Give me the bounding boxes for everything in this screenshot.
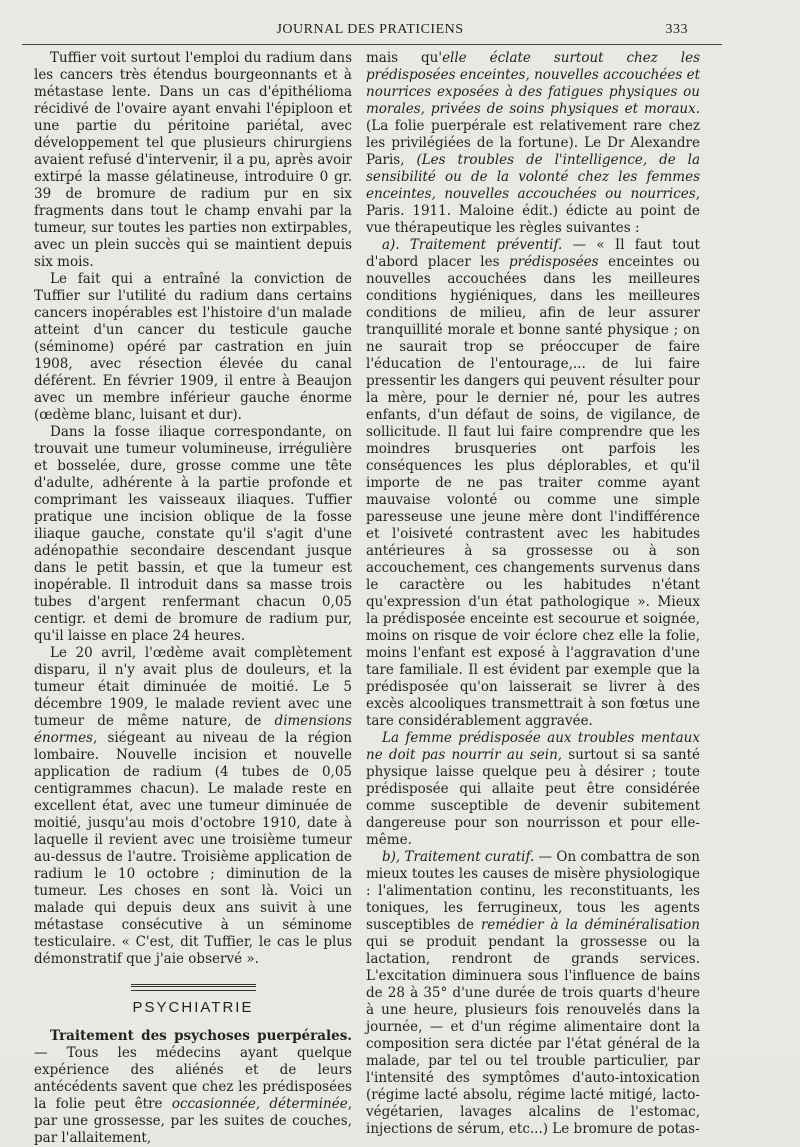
header-rule [22,44,722,45]
journal-title: JOURNAL DES PRATICIENS [276,22,464,37]
paragraph: Traitement des psychoses puerpérales. — Tous les médecins ayant quelque expérience des aliénés et de leurs antécédents savent que chez les prédisposées la folie peut être occasionnée, déterminée, par une grossesse, par les suites de couches, par l'allaitement, [34,1028,352,1146]
article-title: Traitement des psychoses puerpérales. [50,1028,352,1044]
paragraph: Tuffier voit surtout l'emploi du radium dans les cancers très étendus bourgeonnants et à métastase lente. Dans un cas d'épithélioma récidivé de l'ovaire ayant envahi l'épiploon et une partie du péritoine pariétal, avec développement tel que plusieurs chirurgiens avaient refusé d'intervenir, il a pu, après avoir extirpé la masse gélatineuse, introduire 0 gr. 39 de bromure de radium pur en six fragments dans tout le champ envahi par la tumeur, sur toutes les parties non extirpables, avec un plein succès qui se maintient depuis six mois. [34,50,352,270]
paragraph: Dans la fosse iliaque correspondante, on trouvait une tumeur volumineuse, irrégulière et bosselée, dure, grosse comme une tête d'adulte, adhérente à la partie profonde et comprimant les vaisseaux iliaques. Tuffier pratique une incision oblique de la fosse iliaque gauche, constate qu'il s'agit d'une adénopathie secondaire descendant jusque dans le petit bassin, et que la tumeur est inopérable. Il introduit dans sa masse trois tubes d'argent renfermant chacun 0,05 centigr. et demi de bromure de radium pur, qu'il laisse en place 24 heures. [34,424,352,644]
page-number: 333 [665,22,688,37]
paragraph: La femme prédisposée aux troubles mentaux ne doit pas nourrir au sein, surtout si sa santé physique laisse quelque peu à désirer ; toute prédisposée qui allaite peut être considérée comme susceptible de devenir subitement dangereuse pour son nourrisson et pour elle-même. [366,730,700,848]
running-header [0,22,800,42]
section-divider [131,984,256,991]
paragraph: Le 20 avril, l'œdème avait complètement disparu, il n'y avait plus de douleurs, et la tumeur était diminuée de moitié. Le 5 décembre 1909, le malade revient avec une tumeur de même nature, de dimensions énormes, siégeant au niveau de la région lombaire. Nouvelle incision et nouvelle application de radium (4 tubes de 0,05 centigrammes chacun). Le malade reste en excellent état, avec une tumeur diminuée de moitié, jusqu'au mois d'octobre 1910, date à laquelle il revient avec une troisième tumeur au-dessus de l'autre. Troisième application de radium le 10 octobre ; diminution de la tumeur. Les choses en sont là. Voici un malade qui depuis deux ans suivit à une métastase consécutive à un séminome testiculaire. « C'est, dit Tuffier, le cas le plus démonstratif que j'aie observé ». [34,645,352,967]
paragraph: a). Traitement préventif. — « Il faut tout d'abord placer les prédisposées enceintes ou nouvelles accouchées dans les meilleures conditions hygiéniques, dans les meilleures conditions de milieu, afin de leur assurer tranquillité morale et bonne santé physique ; on ne saurait trop se préoccuper de faire l'éducation de l'entourage,... de lui faire pressentir les dangers qui peuvent résulter pour la mère, pour le dernier né, pour les autres enfants, d'un défaut de soins, de vigilance, de sollicitude. Il faut lui faire comprendre que les moindres brusqueries ont parfois les conséquences les plus déplorables, et qu'il importe de ne pas traiter comme ayant mauvaise volonté ou comme une simple paresseuse une jeune mère dont l'indifférence et l'oisiveté contrastent avec les habitudes antérieures à sa grossesse ou à son accouchement, ces changements survenus dans le caractère ou les habitudes n'étant qu'expression d'un état pathologique ». Mieux la prédisposée enceinte est secourue et soignée, moins on risque de voir éclore chez elle la folie, moins l'enfant est exposé à l'aggravation d'une tare familiale. Il est évident par exemple que la prédisposée qu'on laisserait se livrer à des excès alcooliques transmettrait à son fœtus une tare considérablement aggravée. [366,237,700,729]
left-column [34,50,352,1147]
paragraph: Le fait qui a entraîné la conviction de Tuffier sur l'utilité du radium dans certains cancers inopérables est l'histoire d'un malade atteint d'un cancer du testicule gauche (séminome) opéré par castration en juin 1908, avec résection élevée du canal déférent. En février 1909, il entre à Beaujon avec un membre inférieur gauche énorme (œdème blanc, luisant et dur). [34,271,352,423]
paragraph: b), Traitement curatif. — On combattra de son mieux toutes les causes de misère physiologique : l'alimentation continu, les reconstituants, les toniques, les ferrugineux, tous les agents susceptibles de remédier à la déminéralisation qui se produit pendant la grossesse ou la lactation, rendront de grands services. L'excitation diminuera sous l'influence de bains de 28 à 35° d'une durée de trois quarts d'heure à une heure, plusieurs fois renouvelés dans la journée, — et d'un régime alimentaire dont la composition sera dictée par l'état général de la malade, par tel ou tel trouble particulier, par l'intensité des symptômes d'auto-intoxication (régime lacté absolu, régime lacté mitigé, lacto-végétarien, lavages alcalins de l'estomac, injections de sérum, etc...) Le bromure de potas- [366,849,700,1137]
right-column [366,50,700,1138]
section-heading: PSYCHIATRIE [132,999,254,1016]
paragraph: mais qu'elle éclate surtout chez les prédisposées enceintes, nouvelles accouchées et nourrices exposées à des fatigues physiques ou morales, privées de soins physiques et moraux. (La folie puerpérale est relativement rare chez les privilégiées de la fortune). Le Dr Alexandre Paris, (Les troubles de l'intelligence, de la sensibilité ou de la volonté chez les femmes enceintes, nouvelles accouchées ou nourrices, Paris. 1911. Maloine édit.) édicte au point de vue thérapeutique les règles suivantes : [366,50,701,236]
